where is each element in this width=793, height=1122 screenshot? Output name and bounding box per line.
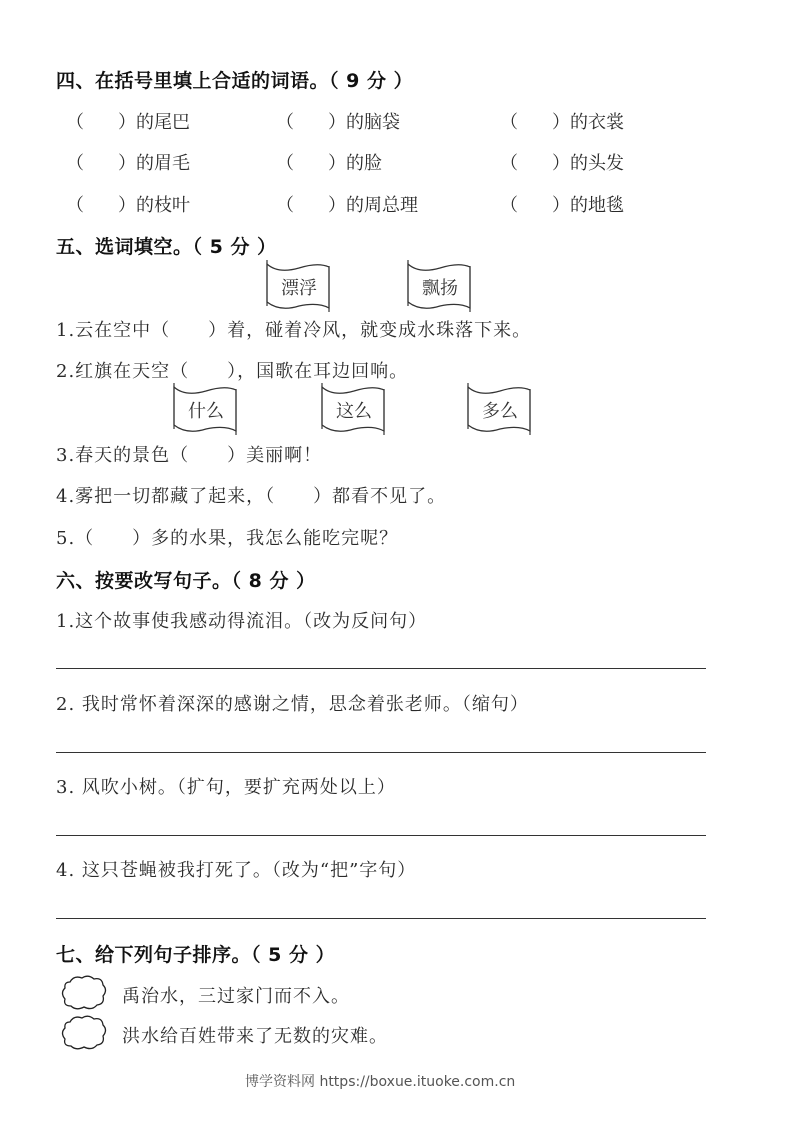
question-text: 4. 这只苍蝇被我打死了。（改为“把”字句） <box>56 860 417 881</box>
cloud-icon <box>60 1014 108 1052</box>
footer-watermark: 博学资料网 https://boxue.ituoke.com.cn <box>245 1074 516 1090</box>
word-option: 飘扬 <box>422 278 458 299</box>
fill-item[interactable]: （ ）的脸 <box>276 153 382 174</box>
question-text: 3. 风吹小树。（扩句，要扩充两处以上） <box>56 777 396 798</box>
fill-item[interactable]: （ ）的地毯 <box>500 195 624 216</box>
section-6-heading: 六、按要改写句子。（ 8 分 ） <box>56 570 316 592</box>
fill-item[interactable]: （ ）的头发 <box>500 153 624 174</box>
word-option: 什么 <box>188 401 224 422</box>
word-flag <box>407 260 473 312</box>
fill-item[interactable]: （ ）的衣裳 <box>500 112 624 133</box>
fill-item[interactable]: （ ）的周总理 <box>276 195 418 216</box>
fill-item[interactable]: （ ）的枝叶 <box>66 195 190 216</box>
answer-line[interactable] <box>56 835 706 836</box>
question-text: 5.（ ）多的水果，我怎么能吃完呢？ <box>56 528 399 549</box>
sentence-text: 禹治水，三过家门而不入。 <box>122 986 350 1007</box>
section-5-heading: 五、选词填空。（ 5 分 ） <box>56 236 277 258</box>
question-text: 1.这个故事使我感动得流泪。（改为反问句） <box>56 611 428 632</box>
fill-item[interactable]: （ ）的眉毛 <box>66 153 190 174</box>
question-text: 3.春天的景色（ ）美丽啊！ <box>56 445 323 466</box>
word-option: 漂浮 <box>281 278 317 299</box>
word-option: 多么 <box>482 401 518 422</box>
word-flag <box>266 260 332 312</box>
word-option: 这么 <box>336 401 372 422</box>
fill-item[interactable]: （ ）的脑袋 <box>276 112 400 133</box>
word-flag <box>467 383 533 435</box>
question-text: 2. 我时常怀着深深的感谢之情，思念着张老师。（缩句） <box>56 694 529 715</box>
order-input[interactable] <box>60 1014 108 1052</box>
answer-line[interactable] <box>56 918 706 919</box>
sentence-text: 洪水给百姓带来了无数的灾难。 <box>122 1026 388 1047</box>
fill-item[interactable]: （ ）的尾巴 <box>66 112 190 133</box>
question-text: 4.雾把一切都藏了起来，（ ）都看不见了。 <box>56 486 447 507</box>
question-text: 1.云在空中（ ）着，碰着冷风，就变成水珠落下来。 <box>56 320 532 341</box>
word-flag <box>321 383 387 435</box>
cloud-icon <box>60 974 108 1012</box>
answer-line[interactable] <box>56 668 706 669</box>
order-input[interactable] <box>60 974 108 1012</box>
question-text: 2.红旗在天空（ ），国歌在耳边回响。 <box>56 361 409 382</box>
section-7-heading: 七、给下列句子排序。（ 5 分 ） <box>56 944 336 966</box>
word-flag <box>173 383 239 435</box>
section-4-heading: 四、在括号里填上合适的词语。（ 9 分 ） <box>56 70 414 92</box>
answer-line[interactable] <box>56 752 706 753</box>
